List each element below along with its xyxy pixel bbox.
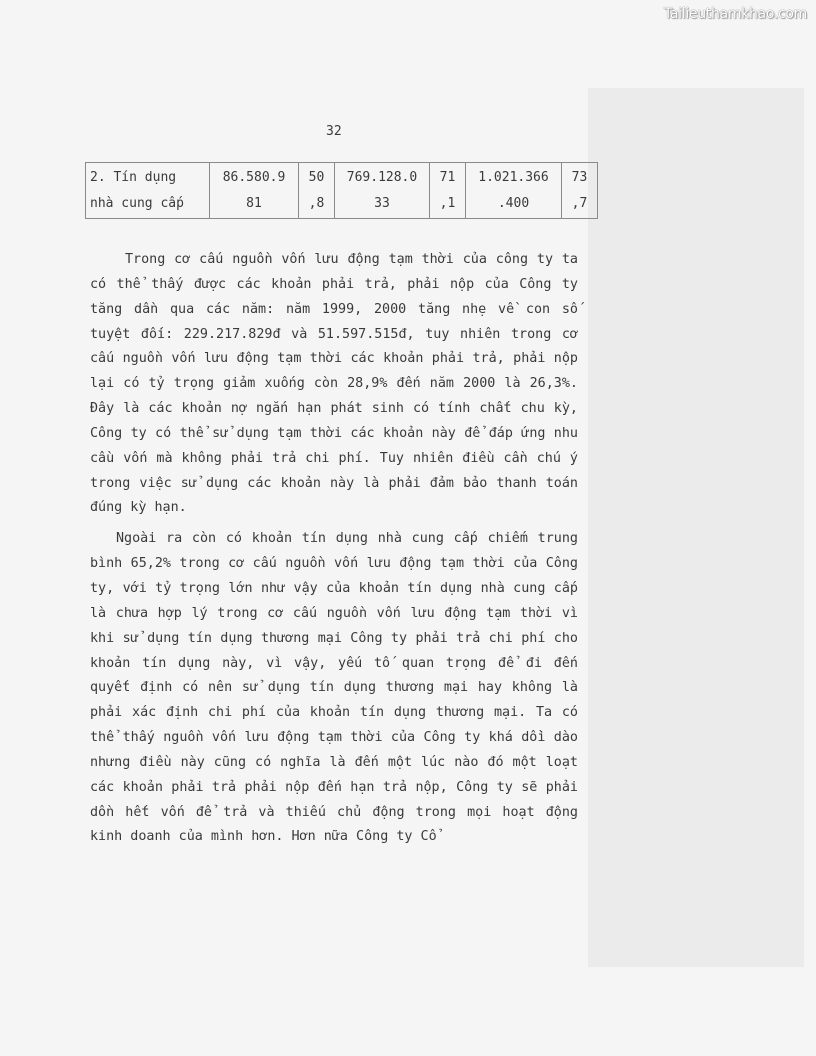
row-label-line1: 2. Tín dụng <box>90 169 177 185</box>
page-number: 32 <box>326 124 342 139</box>
row-label-line2: nhà cung cấp <box>90 195 184 211</box>
paragraph: Ngoài ra còn có khoản tín dụng nhà cung cấp chiếm trung bình 65,2% trong cơ cấu nguồn vốn lưu động tạm thời của Công ty, với tỷ trọng lớn như vậy của khoản tín dụng nhà cung cấp là chưa hợp lý trong cơ cấu nguồn vốn lưu động tạm thời vì khi sử dụng tín dụng thương mại Công ty phải trả chi phí cho khoản tín dụng này, vì vậy, yếu tố quan trọng để đi đến quyết định có nên sử dụng tín dụng thương mại hay không là phải xác định chi phí của khoản tín dụng thương mại. Ta có thể thấy nguồn vốn lưu động tạm thời của Công ty khá dồi dào nhưng điều này cũng có nghĩa là đến một lúc nào đó một loạt các khoản phải trả phải nộp đến hạn trả nộp, Công ty sẽ phải dồn hết vốn để trả và thiếu chủ động trong mọi hoạt động kinh doanh của mình hơn. Hơn nữa Công ty Cổ <box>90 531 578 845</box>
cell-line2: ,1 <box>439 195 456 211</box>
cell-line2: 81 <box>246 195 262 211</box>
body-text <box>90 248 578 850</box>
table-cell <box>299 163 335 219</box>
cell-line2: ,7 <box>571 195 588 211</box>
site-watermark: Tailieuthamkhao.com <box>663 6 807 22</box>
side-panel <box>588 88 804 967</box>
cell-line1: 71 <box>439 169 456 185</box>
cell-line1: 1.021.366 <box>478 169 549 185</box>
data-table <box>85 162 598 219</box>
table-cell <box>210 163 299 219</box>
table-row <box>86 163 598 219</box>
table-cell-label <box>86 163 210 219</box>
cell-line1: 769.128.0 <box>346 169 418 185</box>
paragraph: Trong cơ cấu nguồn vốn lưu động tạm thời của công ty ta có thể thấy được các khoản phải trả, phải nộp của Công ty tăng dần qua các năm: năm 1999, 2000 tăng nhẹ về con số tuyệt đối: 229.217.829đ và 51.597.515đ, tuy nhiên trong cơ cấu nguồn vốn lưu động tạm thời các khoản phải trả, phải nộp lại có tỷ trọng giảm xuống còn 28,9% đến năm 2000 là 26,3%. Đây là các khoản nợ ngắn hạn phát sinh có tính chất chu kỳ, Công ty có thể sử dụng tạm thời các khoản này để đáp ứng nhu cầu vốn mà không phải trả chi phí. Tuy nhiên điều cần chú ý trong việc sử dụng các khoản này là phải đảm bảo thanh toán đúng kỳ hạn. <box>90 252 578 516</box>
table-cell <box>430 163 466 219</box>
table-cell <box>335 163 430 219</box>
cell-line2: 33 <box>374 195 390 211</box>
table-cell <box>562 163 598 219</box>
cell-line1: 73 <box>571 169 588 185</box>
cell-line2: ,8 <box>308 195 325 211</box>
cell-line2: .400 <box>497 195 530 211</box>
cell-line1: 50 <box>308 169 325 185</box>
table-cell <box>466 163 562 219</box>
cell-line1: 86.580.9 <box>222 169 286 185</box>
